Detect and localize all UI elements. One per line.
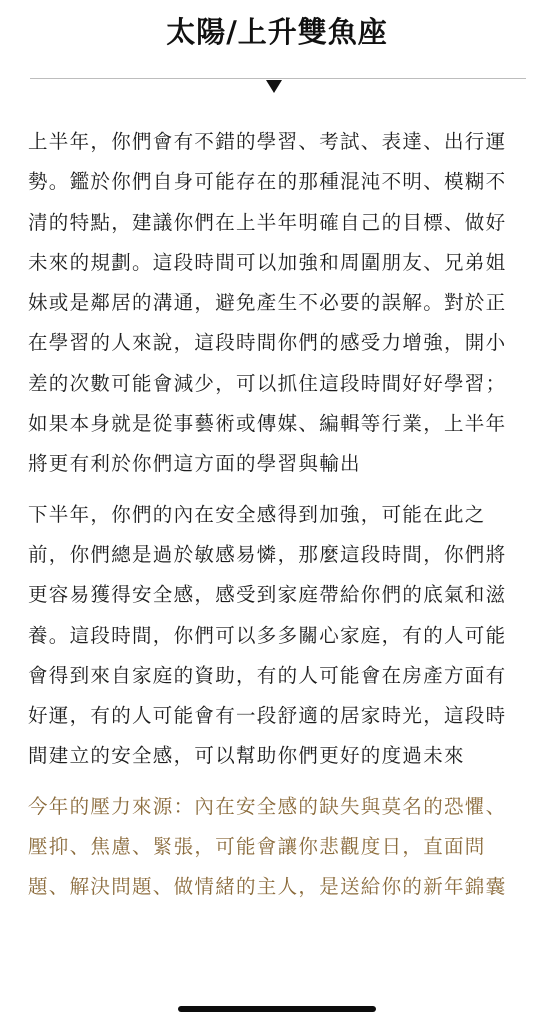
title-divider bbox=[30, 78, 526, 79]
paragraph-stress-source: 今年的壓力來源：內在安全感的缺失與莫名的恐懼、壓抑、焦慮、緊張，可能會讓你悲觀度日，直面問題、解決問題、做情緒的主人，是送給你的新年錦囊 bbox=[28, 794, 507, 899]
down-triangle-icon bbox=[266, 80, 282, 93]
page-title: 太陽/上升雙魚座 bbox=[166, 15, 388, 49]
paragraph-first-half-year: 上半年，你們會有不錯的學習、考試、表達、出行運勢。鑑於你們自身可能存在的那種混沌不明、模糊不清的特點，建議你們在上半年明確自己的目標、做好未來的規劃。這段時間可以加強和周圍朋友、兄弟姐妹或是鄰居的溝通，避免產生不必要的誤解。對於正在學習的人來說，這段時間你們的感受力增強，開小差的次數可能會減少，可以抓住這段時間好好學習；如果本身就是從事藝術或傳媒、編輯等行業，上半年將更有利於你們這方面的學習與輸出 bbox=[28, 130, 507, 476]
article-body bbox=[28, 122, 526, 908]
paragraph-second-half-year: 下半年，你們的內在安全感得到加強，可能在此之前，你們總是過於敏感易憐，那麼這段時間，你們將更容易獲得安全感，感受到家庭帶給你們的底氣和滋養。這段時間，你們可以多多關心家庭，有的人可能會得到來自家庭的資助，有的人可能會在房產方面有好運，有的人可能會有一段舒適的居家時光，這段時間建立的安全感，可以幫助你們更好的度過未來 bbox=[28, 502, 507, 768]
home-indicator[interactable] bbox=[178, 1006, 376, 1012]
